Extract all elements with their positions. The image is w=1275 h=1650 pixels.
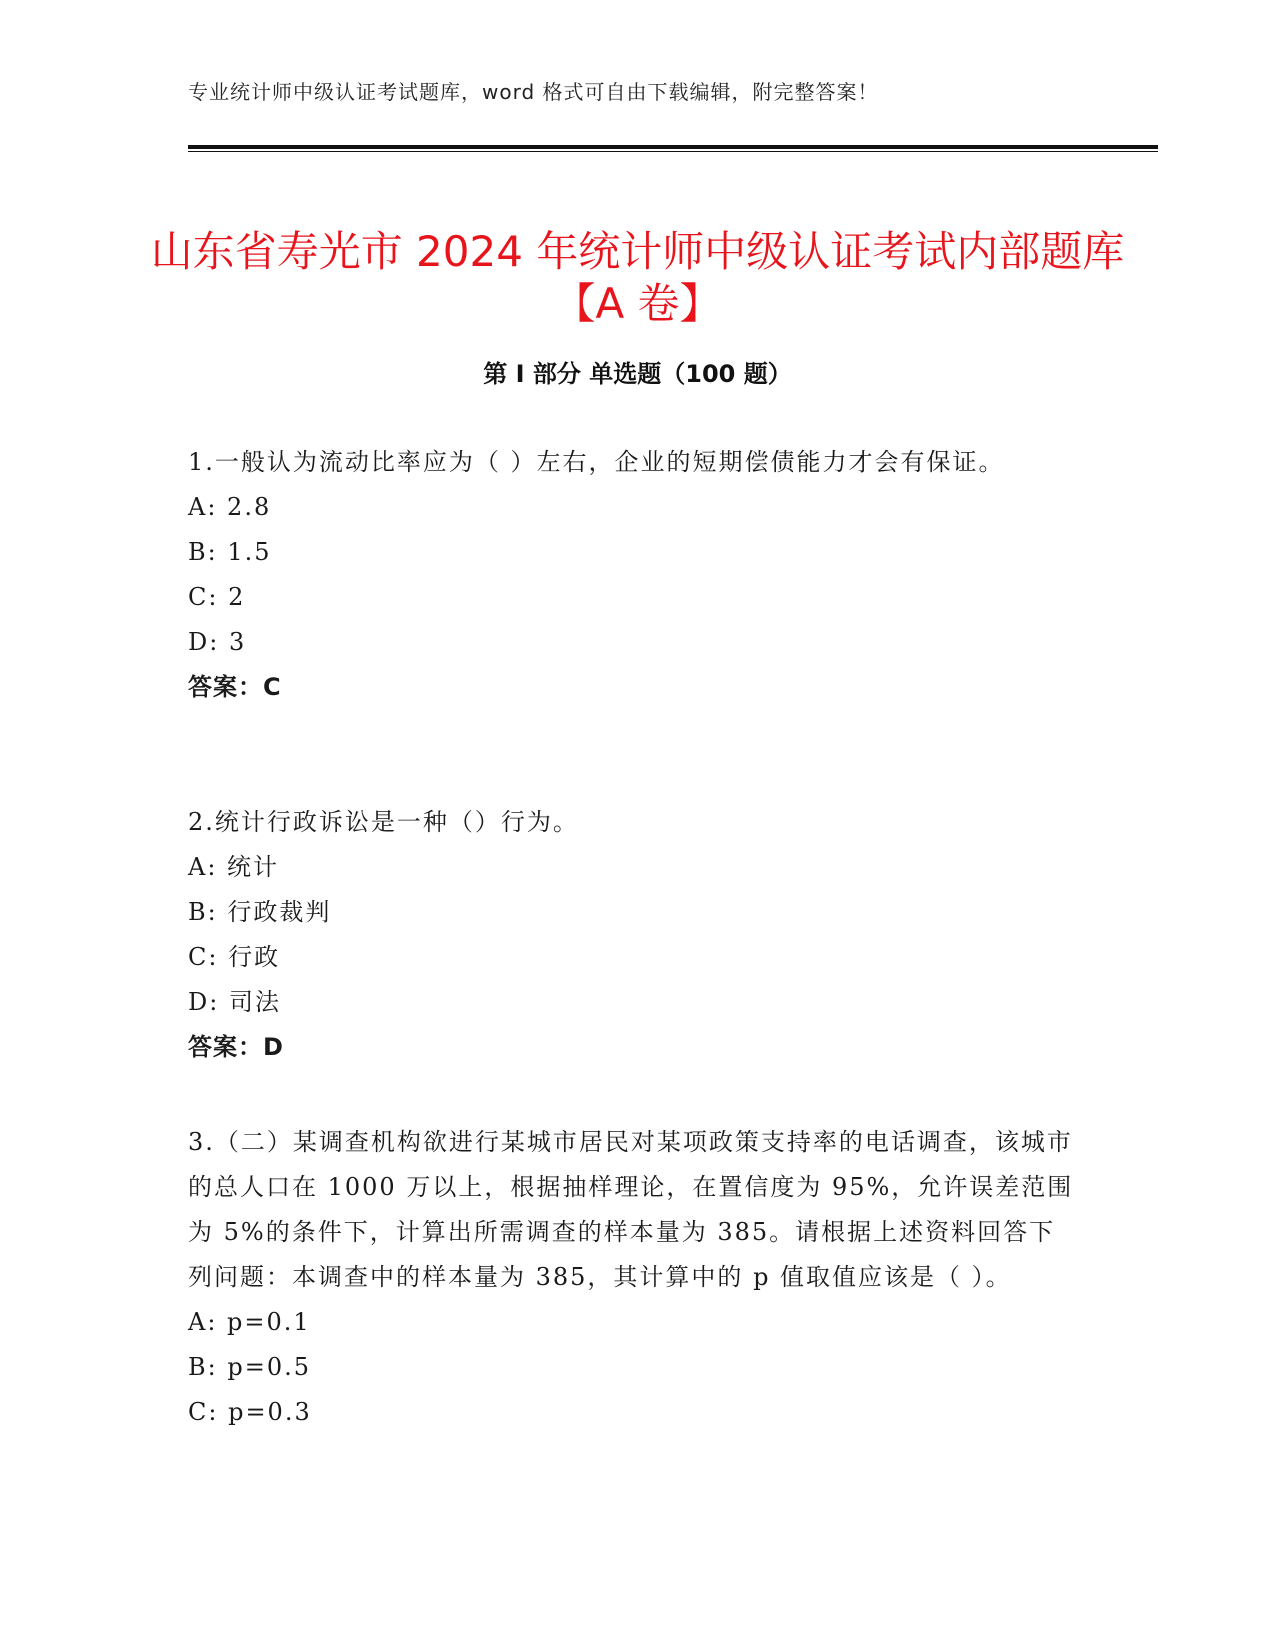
question-text: 2.统计行政诉讼是一种（）行为。 [188, 808, 579, 836]
section-heading: 第 I 部分 单选题（100 题） [483, 360, 792, 388]
answer: 答案：D [188, 1033, 284, 1061]
option-b: B: p=0.5 [188, 1353, 311, 1381]
option-c: C: p=0.3 [188, 1398, 312, 1426]
option-a: A: 2.8 [188, 493, 272, 521]
question-text: 3.（二）某调查机构欲进行某城市居民对某项政策支持率的电话调查，该城市的总人口在 1000 万以上，根据抽样理论，在置信度为 95%，允许误差范围为 5%的条件下，计算出所需调查的样本量为 385。请根据上述资料回答下列问题：本调查中的样本量为 385，其计算中的 p 值取值应该是（ ）。 [188, 1128, 1074, 1291]
question-2 [188, 800, 1078, 1070]
header-rule-thin [188, 151, 1158, 152]
question-text: 1.一般认为流动比率应为（ ）左右，企业的短期偿债能力才会有保证。 [188, 448, 1005, 476]
option-c: C: 2 [188, 583, 246, 611]
answer: 答案：C [188, 673, 282, 701]
header-note: 专业统计师中级认证考试题库，word 格式可自由下载编辑，附完整答案！ [188, 80, 879, 104]
question-1 [188, 440, 1078, 710]
option-a: A: 统计 [188, 853, 280, 881]
option-c: C: 行政 [188, 943, 281, 971]
header-rule-thick [188, 145, 1158, 149]
question-3 [188, 1120, 1078, 1435]
option-b: B: 行政裁判 [188, 898, 332, 926]
document-title: 山东省寿光市 2024 年统计师中级认证考试内部题库【A 卷】 [150, 227, 1125, 329]
option-d: D: 3 [188, 628, 247, 656]
option-a: A: p=0.1 [188, 1308, 311, 1336]
option-d: D: 司法 [188, 988, 281, 1016]
option-b: B: 1.5 [188, 538, 272, 566]
